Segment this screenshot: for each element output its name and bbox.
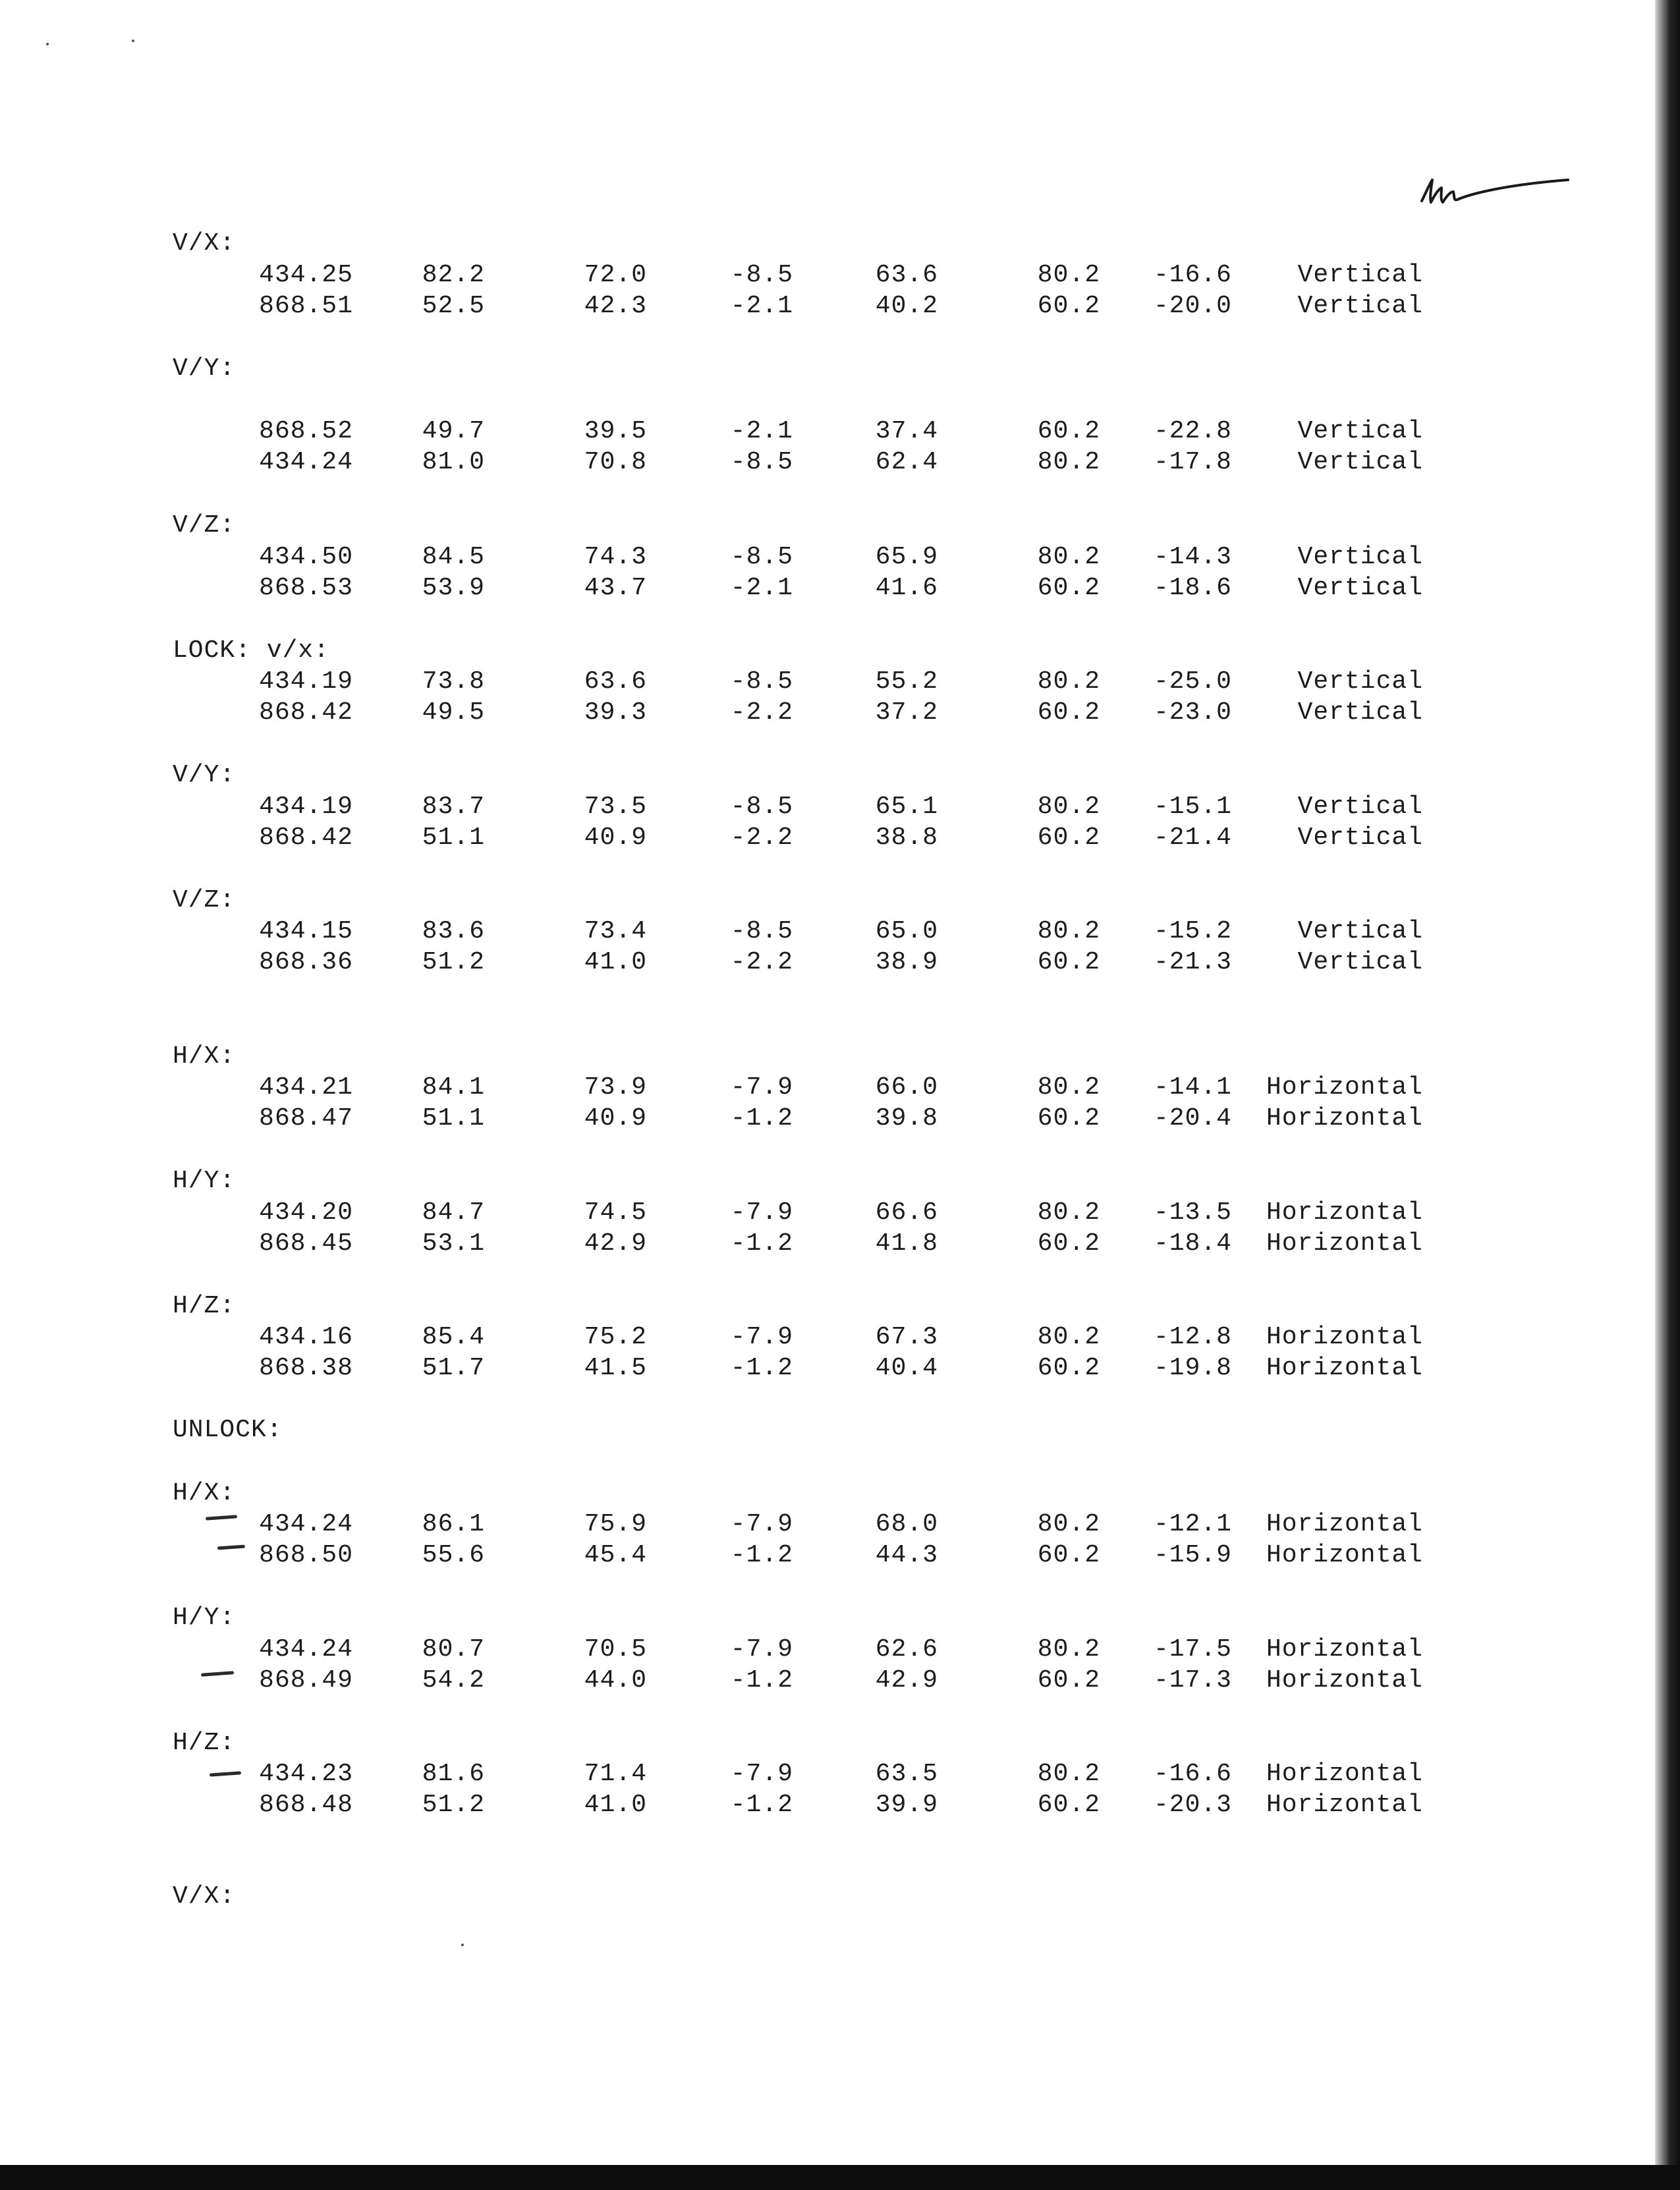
value-cell: 80.2 [1037, 448, 1100, 476]
value-cell: 434.19 [259, 667, 353, 696]
value-cell: -1.2 [730, 1666, 793, 1695]
value-cell: -2.1 [730, 417, 793, 445]
value-cell: 70.8 [584, 448, 647, 476]
value-cell: 44.3 [875, 1541, 938, 1569]
value-cell: 83.6 [422, 917, 485, 945]
value-cell: -8.5 [730, 448, 793, 476]
section-label: H/Y: [173, 1604, 236, 1632]
value-cell: 73.4 [584, 917, 647, 945]
value-cell: 54.2 [422, 1666, 485, 1695]
value-cell: 51.1 [422, 824, 485, 852]
value-cell: 39.5 [584, 417, 647, 445]
value-cell: -19.8 [1153, 1354, 1232, 1382]
section-label: H/X: [173, 1479, 236, 1507]
value-cell: 72.0 [584, 261, 647, 289]
value-cell: 868.42 [259, 698, 353, 727]
value-cell: 40.9 [584, 824, 647, 852]
value-cell: 38.8 [875, 824, 938, 852]
value-cell: 53.1 [422, 1229, 485, 1258]
value-cell: 60.2 [1037, 574, 1100, 602]
handwritten-initials [1416, 168, 1575, 221]
scan-speck [461, 1944, 464, 1946]
value-cell: 868.52 [259, 417, 353, 445]
value-cell: 75.9 [584, 1510, 647, 1538]
value-cell: 80.2 [1037, 543, 1100, 571]
orientation-cell: Horizontal [1266, 1323, 1423, 1351]
value-cell: 51.1 [422, 1104, 485, 1133]
section-label: V/X: [173, 1882, 236, 1911]
value-cell: 44.0 [584, 1666, 647, 1695]
value-cell: 43.7 [584, 574, 647, 602]
orientation-cell: Horizontal [1266, 1198, 1423, 1227]
value-cell: 83.7 [422, 793, 485, 821]
value-cell: 80.2 [1037, 1760, 1100, 1788]
value-cell: 40.9 [584, 1104, 647, 1133]
value-cell: -1.2 [730, 1104, 793, 1133]
orientation-cell: Horizontal [1266, 1760, 1423, 1788]
value-cell: 73.9 [584, 1073, 647, 1102]
value-cell: 62.6 [875, 1635, 938, 1664]
value-cell: 42.9 [584, 1229, 647, 1258]
value-cell: 37.4 [875, 417, 938, 445]
value-cell: -22.8 [1153, 417, 1232, 445]
value-cell: 868.48 [259, 1791, 353, 1819]
orientation-cell: Horizontal [1266, 1229, 1423, 1258]
value-cell: 38.9 [875, 948, 938, 976]
value-cell: 41.0 [584, 1791, 647, 1819]
orientation-cell: Vertical [1297, 448, 1423, 476]
value-cell: -20.0 [1153, 292, 1232, 320]
orientation-cell: Horizontal [1266, 1541, 1423, 1569]
value-cell: 37.2 [875, 698, 938, 727]
orientation-cell: Vertical [1297, 574, 1423, 602]
value-cell: 68.0 [875, 1510, 938, 1538]
value-cell: 60.2 [1037, 1791, 1100, 1819]
section-label: H/Z: [173, 1729, 236, 1757]
orientation-cell: Vertical [1297, 292, 1423, 320]
scan-speck [46, 43, 49, 45]
value-cell: -2.1 [730, 292, 793, 320]
value-cell: -7.9 [730, 1760, 793, 1788]
orientation-cell: Vertical [1297, 261, 1423, 289]
value-cell: 60.2 [1037, 698, 1100, 727]
value-cell: 80.2 [1037, 1323, 1100, 1351]
value-cell: 80.2 [1037, 261, 1100, 289]
value-cell: 80.7 [422, 1635, 485, 1664]
section-label: V/Y: [173, 761, 236, 789]
value-cell: 74.3 [584, 543, 647, 571]
orientation-cell: Vertical [1297, 543, 1423, 571]
value-cell: -16.6 [1153, 1760, 1232, 1788]
value-cell: 81.0 [422, 448, 485, 476]
value-cell: 434.20 [259, 1198, 353, 1227]
value-cell: 65.1 [875, 793, 938, 821]
value-cell: 60.2 [1037, 417, 1100, 445]
value-cell: 81.6 [422, 1760, 485, 1788]
value-cell: -14.1 [1153, 1073, 1232, 1102]
value-cell: -15.9 [1153, 1541, 1232, 1569]
value-cell: 868.45 [259, 1229, 353, 1258]
value-cell: 65.0 [875, 917, 938, 945]
value-cell: 60.2 [1037, 1229, 1100, 1258]
value-cell: 73.5 [584, 793, 647, 821]
value-cell: 71.4 [584, 1760, 647, 1788]
orientation-cell: Vertical [1297, 917, 1423, 945]
value-cell: 84.5 [422, 543, 485, 571]
value-cell: 434.16 [259, 1323, 353, 1351]
value-cell: 434.24 [259, 1510, 353, 1538]
value-cell: 42.9 [875, 1666, 938, 1695]
value-cell: -1.2 [730, 1541, 793, 1569]
value-cell: 80.2 [1037, 1510, 1100, 1538]
section-label: H/X: [173, 1042, 236, 1071]
value-cell: -7.9 [730, 1323, 793, 1351]
section-label: H/Y: [173, 1167, 236, 1195]
scan-speck [132, 40, 134, 42]
value-cell: 434.19 [259, 793, 353, 821]
value-cell: 84.7 [422, 1198, 485, 1227]
value-cell: -20.4 [1153, 1104, 1232, 1133]
value-cell: -17.3 [1153, 1666, 1232, 1695]
value-cell: -2.1 [730, 574, 793, 602]
value-cell: -1.2 [730, 1354, 793, 1382]
value-cell: 55.2 [875, 667, 938, 696]
orientation-cell: Horizontal [1266, 1104, 1423, 1133]
value-cell: 868.36 [259, 948, 353, 976]
orientation-cell: Horizontal [1266, 1791, 1423, 1819]
value-cell: 868.50 [259, 1541, 353, 1569]
value-cell: 434.23 [259, 1760, 353, 1788]
orientation-cell: Vertical [1297, 824, 1423, 852]
value-cell: -8.5 [730, 667, 793, 696]
value-cell: 52.5 [422, 292, 485, 320]
section-label: H/Z: [173, 1292, 236, 1320]
section-label: UNLOCK: [173, 1416, 283, 1444]
value-cell: 60.2 [1037, 1541, 1100, 1569]
value-cell: 45.4 [584, 1541, 647, 1569]
value-cell: 73.8 [422, 667, 485, 696]
value-cell: 868.42 [259, 824, 353, 852]
value-cell: -12.1 [1153, 1510, 1232, 1538]
orientation-cell: Horizontal [1266, 1354, 1423, 1382]
value-cell: 70.5 [584, 1635, 647, 1664]
value-cell: 49.5 [422, 698, 485, 727]
value-cell: 434.25 [259, 261, 353, 289]
orientation-cell: Vertical [1297, 667, 1423, 696]
value-cell: -21.3 [1153, 948, 1232, 976]
value-cell: 60.2 [1037, 1666, 1100, 1695]
value-cell: 868.49 [259, 1666, 353, 1695]
value-cell: 63.5 [875, 1760, 938, 1788]
value-cell: 49.7 [422, 417, 485, 445]
value-cell: 74.5 [584, 1198, 647, 1227]
value-cell: 434.15 [259, 917, 353, 945]
value-cell: -7.9 [730, 1198, 793, 1227]
value-cell: -2.2 [730, 698, 793, 727]
value-cell: 80.2 [1037, 667, 1100, 696]
value-cell: 80.2 [1037, 1073, 1100, 1102]
value-cell: -15.1 [1153, 793, 1232, 821]
scan-edge-shadow [1655, 0, 1680, 2190]
value-cell: 60.2 [1037, 824, 1100, 852]
value-cell: -18.4 [1153, 1229, 1232, 1258]
value-cell: 60.2 [1037, 1104, 1100, 1133]
orientation-cell: Vertical [1297, 948, 1423, 976]
value-cell: 80.2 [1037, 917, 1100, 945]
value-cell: 84.1 [422, 1073, 485, 1102]
value-cell: -1.2 [730, 1229, 793, 1258]
value-cell: -1.2 [730, 1791, 793, 1819]
value-cell: 55.6 [422, 1541, 485, 1569]
value-cell: 434.24 [259, 448, 353, 476]
orientation-cell: Vertical [1297, 698, 1423, 727]
orientation-cell: Horizontal [1266, 1666, 1423, 1695]
section-label: V/X: [173, 229, 236, 258]
value-cell: -15.2 [1153, 917, 1232, 945]
value-cell: -8.5 [730, 543, 793, 571]
value-cell: 85.4 [422, 1323, 485, 1351]
value-cell: -17.5 [1153, 1635, 1232, 1664]
value-cell: -16.6 [1153, 261, 1232, 289]
value-cell: 62.4 [875, 448, 938, 476]
value-cell: 868.53 [259, 574, 353, 602]
value-cell: 66.6 [875, 1198, 938, 1227]
value-cell: -13.5 [1153, 1198, 1232, 1227]
orientation-cell: Vertical [1297, 417, 1423, 445]
value-cell: 42.3 [584, 292, 647, 320]
value-cell: -20.3 [1153, 1791, 1232, 1819]
value-cell: 60.2 [1037, 948, 1100, 976]
value-cell: -7.9 [730, 1073, 793, 1102]
value-cell: 60.2 [1037, 1354, 1100, 1382]
value-cell: 39.8 [875, 1104, 938, 1133]
section-label: V/Y: [173, 354, 236, 383]
value-cell: 51.2 [422, 948, 485, 976]
value-cell: 60.2 [1037, 292, 1100, 320]
value-cell: -8.5 [730, 917, 793, 945]
value-cell: 434.24 [259, 1635, 353, 1664]
value-cell: 41.6 [875, 574, 938, 602]
orientation-cell: Horizontal [1266, 1073, 1423, 1102]
value-cell: 53.9 [422, 574, 485, 602]
section-label: V/Z: [173, 886, 236, 914]
value-cell: 40.4 [875, 1354, 938, 1382]
value-cell: 86.1 [422, 1510, 485, 1538]
value-cell: 80.2 [1037, 1198, 1100, 1227]
value-cell: -14.3 [1153, 543, 1232, 571]
value-cell: 868.47 [259, 1104, 353, 1133]
value-cell: -25.0 [1153, 667, 1232, 696]
value-cell: 67.3 [875, 1323, 938, 1351]
value-cell: 75.2 [584, 1323, 647, 1351]
section-label: V/Z: [173, 511, 236, 540]
value-cell: -17.8 [1153, 448, 1232, 476]
value-cell: 41.5 [584, 1354, 647, 1382]
value-cell: -2.2 [730, 948, 793, 976]
value-cell: 66.0 [875, 1073, 938, 1102]
value-cell: -21.4 [1153, 824, 1232, 852]
value-cell: 40.2 [875, 292, 938, 320]
value-cell: 82.2 [422, 261, 485, 289]
value-cell: 434.21 [259, 1073, 353, 1102]
orientation-cell: Horizontal [1266, 1635, 1423, 1664]
value-cell: -8.5 [730, 261, 793, 289]
value-cell: 41.8 [875, 1229, 938, 1258]
scan-bottom-band [0, 2165, 1680, 2190]
value-cell: 51.7 [422, 1354, 485, 1382]
value-cell: 41.0 [584, 948, 647, 976]
value-cell: -7.9 [730, 1635, 793, 1664]
value-cell: 868.38 [259, 1354, 353, 1382]
orientation-cell: Vertical [1297, 793, 1423, 821]
value-cell: 39.3 [584, 698, 647, 727]
value-cell: 63.6 [875, 261, 938, 289]
value-cell: 65.9 [875, 543, 938, 571]
value-cell: 51.2 [422, 1791, 485, 1819]
value-cell: -7.9 [730, 1510, 793, 1538]
orientation-cell: Horizontal [1266, 1510, 1423, 1538]
value-cell: 39.9 [875, 1791, 938, 1819]
value-cell: 63.6 [584, 667, 647, 696]
value-cell: 80.2 [1037, 793, 1100, 821]
section-label: LOCK: v/x: [173, 636, 330, 665]
value-cell: -23.0 [1153, 698, 1232, 727]
value-cell: -12.8 [1153, 1323, 1232, 1351]
value-cell: 434.50 [259, 543, 353, 571]
value-cell: -18.6 [1153, 574, 1232, 602]
value-cell: -2.2 [730, 824, 793, 852]
value-cell: 80.2 [1037, 1635, 1100, 1664]
value-cell: -8.5 [730, 793, 793, 821]
value-cell: 868.51 [259, 292, 353, 320]
